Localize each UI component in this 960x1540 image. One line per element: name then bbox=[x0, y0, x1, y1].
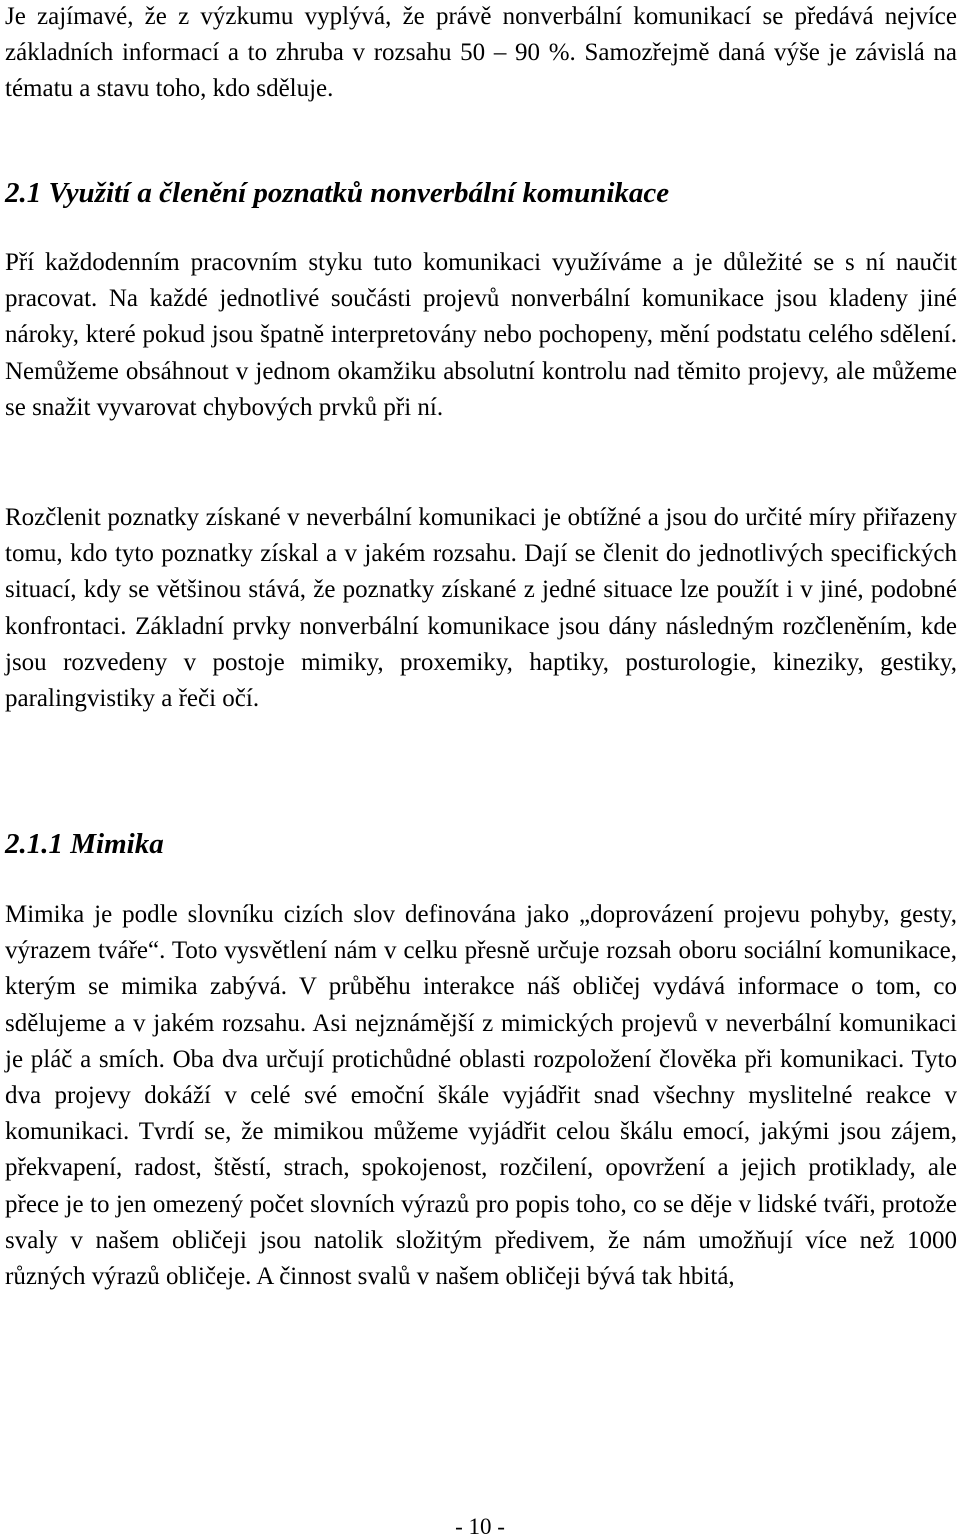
intro-paragraph: Je zajímavé, že z výzkumu vyplývá, že právě nonverbální komunikací se předává nejvíce základních informací a to zhruba v rozsahu 50 – 90 %. Samozřejmě daná výše je závislá na tématu a stavu toho, kdo sděluje. bbox=[5, 3, 957, 103]
section-paragraph-1: Pří každodenním pracovním styku tuto komunikaci využíváme a je důležité se s ní naučit pracovat. Na každé jednotlivé součásti projevů nonverbální komunikace jsou kladeny jiné nároky, které pokud jsou špatně interpretovány nebo pochopeny, mění podstatu celého sdělení. Nemůžeme obsáhnout v jednom okamžiku absolutní kontrolu nad těmito projevy, ale můžeme se snažit vyvarovat chybových prvků při ní. bbox=[5, 249, 957, 421]
section-heading: 2.1 Využití a členění poznatků nonverbální komunikace bbox=[5, 177, 670, 209]
section-paragraph-2: Rozčlenit poznatky získané v neverbální komunikaci je obtížné a jsou do určité míry přiřazeny tomu, kdo tyto poznatky získal a v jakém rozsahu. Dají se členit do jednotlivých specifických situací, kdy se většinou stává, že poznatky získané z jedné situace lze použít i v jiné, podobné konfrontaci. Základní prvky nonverbální komunikace jsou dány následným rozčleněním, kde jsou rozvedeny v postoje mimiky, proxemiky, haptiky, posturologie, kineziky, gestiky, paralingvistiky a řeči očí. bbox=[5, 504, 957, 713]
page-number: - 10 - bbox=[455, 1514, 505, 1539]
subsection-paragraph: Mimika je podle slovníku cizích slov definována jako „doprovázení projevu pohyby, gesty, výrazem tváře“. Toto vysvětlení nám v celku přesně určuje rozsah oboru sociální komunikace, kterým se mimika zabývá. V průběhu interakce náš obličej vydává informace o tom, co sdělujeme a v jakém rozsahu. Asi nejznámější z mimických projevů v neverbální komunikaci je pláč a smích. Oba dva určují protichůdné oblasti rozpoložení člověka při komunikaci. Tyto dva projevy dokáží v celé své emoční škále vyjádřit snad všechny myslitelné reakce v komunikaci. Tvrdí se, že mimikou můžeme vyjádřit celou škálu emocí, jakými jsou zájem, překvapení, radost, štěstí, strach, spokojenost, rozčilení, opovržení a jejich protiklady, ale přece je to jen omezený počet slovních výrazů pro popis toho, co se děje v lidské tváři, protože svaly v našem obličeji jsou natolik složitým předivem, že nám umožňují více než 1000 různých výrazů obličeje. A činnost svalů v našem obličeji bývá tak hbitá, bbox=[5, 901, 957, 1291]
subsection-heading: 2.1.1 Mimika bbox=[5, 828, 164, 860]
